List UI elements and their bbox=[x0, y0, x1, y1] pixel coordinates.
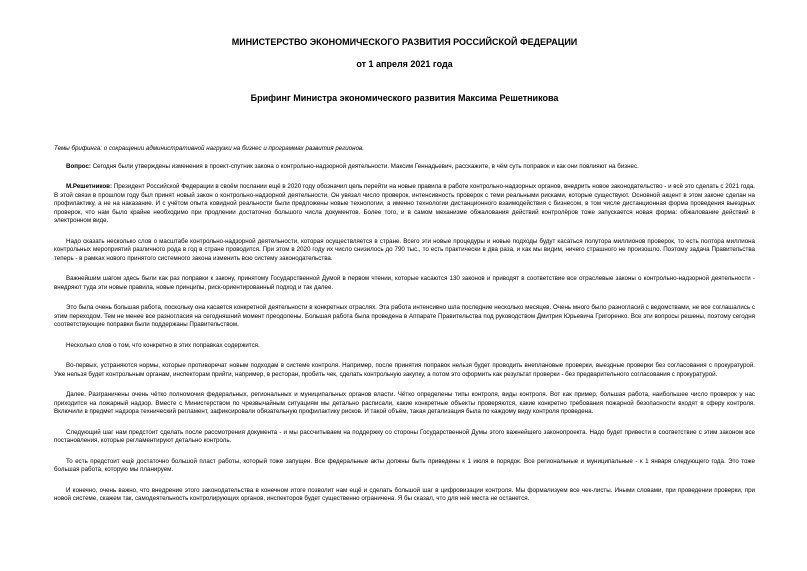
document-date: от 1 апреля 2021 года bbox=[356, 59, 453, 69]
speaker-label: Вопрос: bbox=[66, 162, 91, 170]
ministry-heading: МИНИСТЕРСТВО ЭКОНОМИЧЕСКОГО РАЗВИТИЯ РОССИЙСКОЙ ФЕДЕРАЦИИ bbox=[231, 37, 578, 47]
paragraph-text: Следующий шаг нам предстоит сделать после рассмотрения документа - и мы рассчитываем на поддержку со стороны Государственной Думы этого важнейшего законопроекта. Надо будет привести в соответствие с этим законом все постановления, которые регламентируют детально контроль. bbox=[54, 428, 755, 444]
paragraph bbox=[54, 342, 755, 351]
paragraph-text: То есть предстоит ещё достаточно большой пласт работы, который тоже запущен. Все федеральные акты должны быть приведены к 1 июля в порядок. Все региональные и муниципальные - к 1 января следующего года. Это тоже большая работа, которую мы планируем. bbox=[54, 457, 755, 473]
paragraph-answer bbox=[54, 183, 755, 226]
paragraph-text: Далее. Разграничены очень чётко полномочия федеральных, региональных и муниципальных органов власти. Чётко определены типы контроля, виды контроля. Вот как пример, большая работа, наибольшее число проверок у нас приходится на пожарный надзор. Вместе с Министерством по чрезвычайным ситуациям мы детально расписали, какие конкретные объекты проверяются, какие конкретно требования пожарной безопасности входят в сферу контроля. Включили в предмет надзора технический регламент, зафиксировали обязательную профилактику рисков. И такой объём, такая детализация была по каждому виду контроля проведена. bbox=[54, 391, 755, 415]
document-title: Брифинг Министра экономического развития Максима Решетникова bbox=[250, 93, 559, 103]
paragraph-text: Надо сказать несколько слов о масштабе контрольно-надзорной деятельности, которая осуществляется в стране. Всего эти новые процедуры и новые подходы будут касаться полутора миллионов проверок, то есть полтора миллиона контрольных мероприятий различного рода в год в стране проводится. При этом в 2020 году их число снизилось до 790 тыс., то есть практически в два раза, и как мы видим, ничего страшного не произошло. Поэтому задача Правительства теперь - в рамках нового принятого системного закона изменить всю систему законодательства. bbox=[54, 237, 755, 262]
paragraph-text: И конечно, очень важно, что внедрение этого законодательства в конечном итоге позволит нам ещё и сделать большой шаг в цифровизации контроля. Мы формализуем все чек-листы. Иными словами, при проведении проверки, при новой системе, скажем так, самодеятельность контролирующих органов, инспекторов будет существенно ограничена. Я бы сказал, что для неё места не останется. bbox=[54, 486, 755, 502]
paragraph-text: Важнейшим шагом здесь были как раз поправки к закону, принятому Государственной Думой в первом чтении, которые касаются 130 законов и приводят в соответствие все отраслевые законы о контрольно-надзорной деятельности - внедряют туда эти новые правила, новые принципы, риск-ориентированный подход и так далее. bbox=[54, 275, 755, 291]
paragraph bbox=[54, 487, 755, 504]
paragraph bbox=[54, 362, 755, 379]
paragraph bbox=[54, 304, 755, 330]
speaker-label: М.Решетников: bbox=[66, 183, 113, 190]
paragraph-text: Президент Российской Федерации в своём послании ещё в 2020 году обозначил цель перейти на новые правила в работе контрольно-надзорных органов, внедрить новое законодательство - и всё это сделать с 2021 года. В этой связи в прошлом году был принят новый закон о контрольно-надзорной деятельности. Он увязал число проверок, интенсивность проверок с теми реальными рисками, которые существуют. Основной акцент в этом законе сделан на профилактику, а не на наказание. И с учётом опыта ковидной реальности были предложены новые технологии, а именно технологии дистанционного взаимодействия с бизнесом, в том числе дистанционная форма проведения выездных проверок, что нам было крайне необходимо при продлении достаточно большого числа документов. Более того, и в самом механизме обжалования действий контролёров тоже запускается новая форма: обжалование действий в электронном виде. bbox=[54, 183, 755, 224]
paragraph bbox=[54, 238, 755, 264]
paragraph-text: Во-первых, устраняются нормы, которые противоречат новым подходам в системе контроля. Например, после принятия поправок нельзя будет проводить внеплановые проверки, выездные проверки без согласования с прокуратурой. Уже нельзя будет контрольным органам, инспекторам прийти, например, в ресторан, пробить чек, сделать контрольную закупку, а потом это оформить как результат проверки - без предварительного согласования с прокуратурой. bbox=[54, 362, 755, 378]
briefing-topics: Темы брифинга: о сокращении административной нагрузки на бизнес и программах развития регионов. bbox=[54, 145, 364, 152]
paragraph-text: Сегодня были утверждены изменения в проект-спутник закона о контрольно-надзорной деятельности. Максим Геннадьевич, расскажите, в чём суть поправок и как они повлияют на бизнес. bbox=[90, 162, 639, 170]
paragraph bbox=[54, 429, 755, 446]
paragraph-text: Несколько слов о том, что конкретно в этих поправках содержится. bbox=[66, 341, 260, 349]
paragraph-text: Это была очень большая работа, поскольку она касается конкретной деятельности в конкретных отраслях. Эта работа интенсивно шла последние несколько месяцев. Очень много было разногласий с ведомствами, не все соглашались с этим переходом. Тем не менее все разногласия на сегодняшний момент преодолены. Большая работа была проведена в Аппарате Правительства под руководством Дмитрия Юрьевича Григоренко. Все эти вопросы решены, поэтому сегодня соответствующие поправки были поддержаны Правительством. bbox=[54, 304, 755, 328]
paragraph bbox=[54, 458, 755, 475]
paragraph bbox=[54, 391, 755, 417]
paragraph-question bbox=[54, 163, 755, 172]
paragraph bbox=[54, 275, 755, 292]
